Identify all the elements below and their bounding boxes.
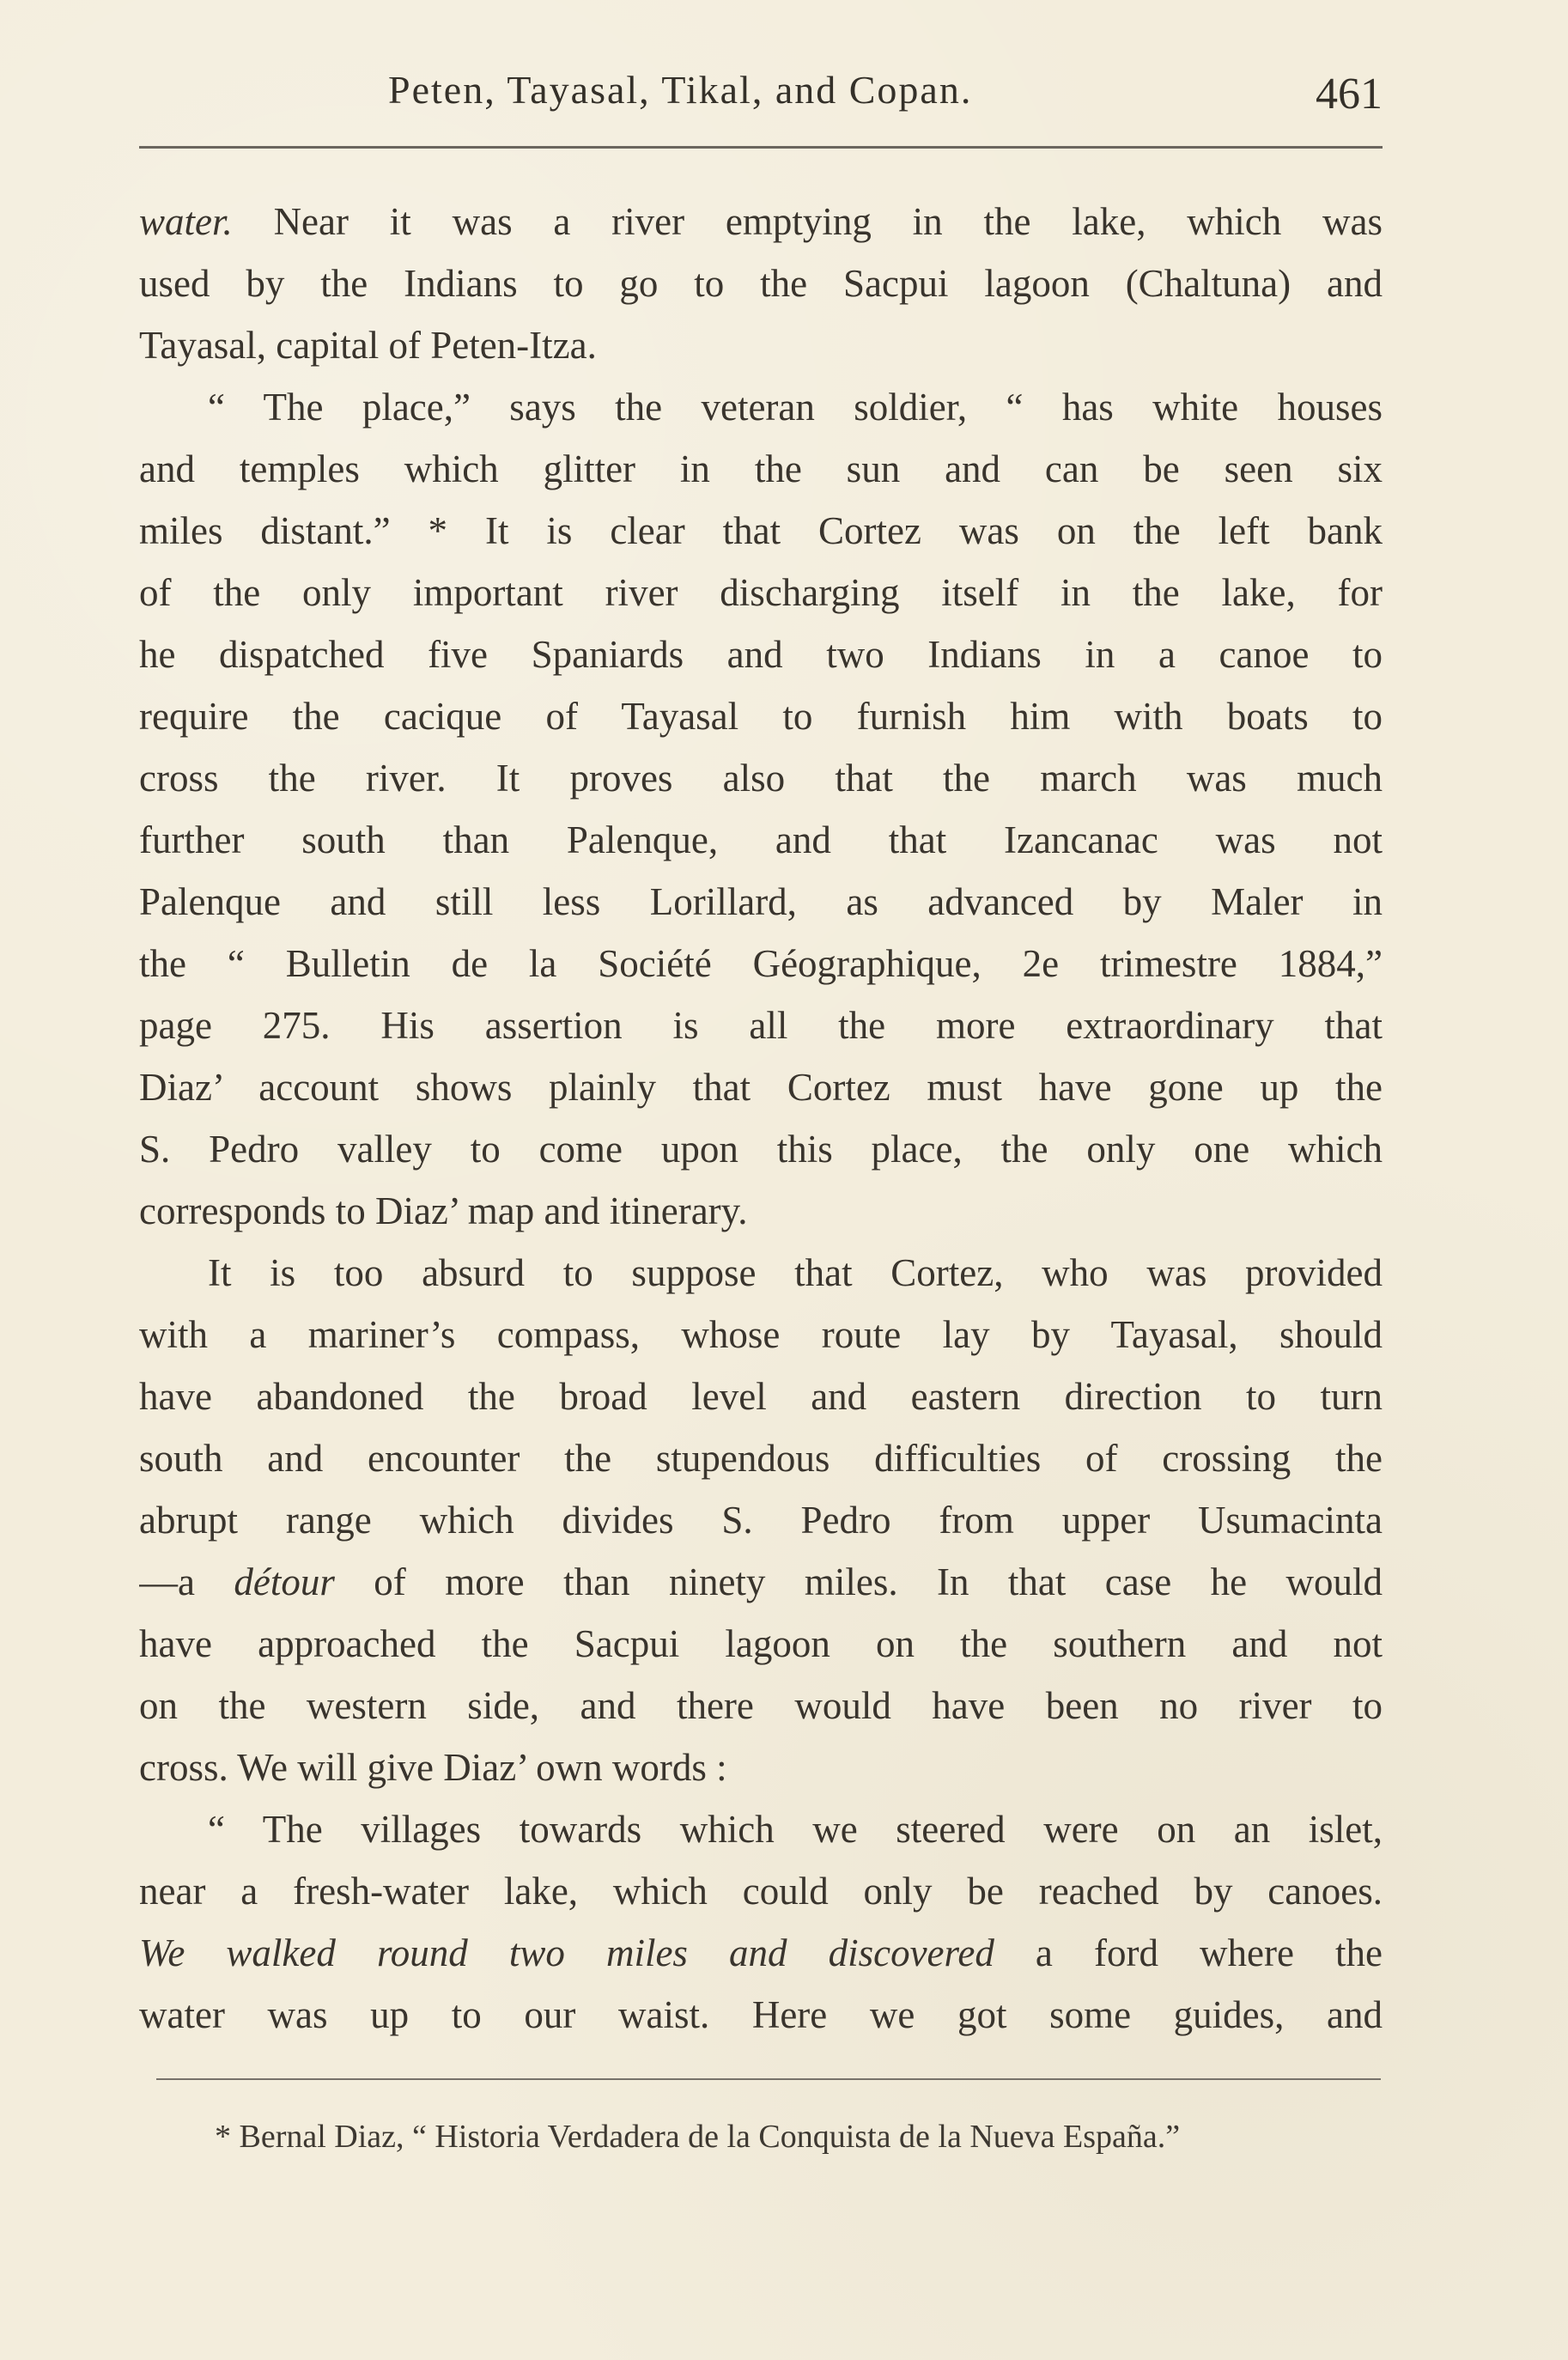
line-segment: cross the river. It proves also that the march was much bbox=[139, 757, 1383, 800]
body-line bbox=[139, 1118, 1383, 1180]
line-segment: Diaz’ account shows plainly that Cortez must have gone up the bbox=[139, 1066, 1383, 1109]
running-title: Peten, Tayasal, Tikal, and Copan. bbox=[388, 68, 973, 112]
body-line bbox=[139, 1366, 1383, 1427]
body-line bbox=[139, 1860, 1383, 1922]
body-line bbox=[139, 1489, 1383, 1551]
body-line bbox=[139, 809, 1383, 871]
line-segment: used by the Indians to go to the Sacpui lagoon (Chaltuna) and bbox=[139, 262, 1383, 305]
line-segment: We walked round two miles and discovered bbox=[139, 1931, 994, 1974]
body-line bbox=[139, 252, 1383, 314]
body-line bbox=[139, 1551, 1383, 1613]
line-segment: require the cacique of Tayasal to furnish him with boats to bbox=[139, 695, 1383, 738]
line-segment: have abandoned the broad level and eastern direction to turn bbox=[139, 1375, 1383, 1418]
line-segment: corresponds to Diaz’ map and itinerary. bbox=[139, 1189, 748, 1232]
body-line bbox=[139, 1984, 1383, 2046]
line-segment: further south than Palenque, and that Izancanac was not bbox=[139, 818, 1383, 861]
line-segment: abrupt range which divides S. Pedro from upper Usumacinta bbox=[139, 1499, 1383, 1542]
line-segment: Near it was a river emptying in the lake, which was bbox=[232, 200, 1383, 243]
line-segment: —a bbox=[139, 1560, 234, 1603]
line-segment: he dispatched five Spaniards and two Indians in a canoe to bbox=[139, 633, 1383, 676]
footnote: * Bernal Diaz, “ Historia Verdadera de la Conquista de la Nueva España.” bbox=[215, 2119, 1181, 2155]
line-segment: cross. We will give Diaz’ own words : bbox=[139, 1746, 727, 1789]
body-line bbox=[139, 1922, 1383, 1984]
body-line bbox=[139, 562, 1383, 623]
line-segment: of more than ninety miles. In that case he would bbox=[334, 1560, 1383, 1603]
body-line bbox=[139, 933, 1383, 994]
line-segment: on the western side, and there would have been no river to bbox=[139, 1684, 1383, 1727]
line-segment: Tayasal, capital of Peten-Itza. bbox=[139, 324, 597, 367]
body-line bbox=[139, 500, 1383, 562]
body-line bbox=[139, 1798, 1383, 1860]
body-line bbox=[139, 623, 1383, 685]
body-line bbox=[139, 1427, 1383, 1489]
header-rule bbox=[139, 146, 1383, 149]
body-line bbox=[139, 747, 1383, 809]
page-number: 461 bbox=[1316, 70, 1383, 119]
line-segment: of the only important river discharging itself in the lake, for bbox=[139, 571, 1383, 614]
line-segment: a ford where the bbox=[994, 1931, 1383, 1974]
line-segment: “ The place,” says the veteran soldier, “ has white houses bbox=[208, 386, 1383, 429]
line-segment: water was up to our waist. Here we got some guides, and bbox=[139, 1993, 1383, 2036]
body-line bbox=[139, 1242, 1383, 1304]
line-segment: Palenque and still less Lorillard, as advanced by Maler in bbox=[139, 880, 1383, 923]
body-line bbox=[139, 191, 1383, 252]
body-line bbox=[139, 994, 1383, 1056]
line-segment: the “ Bulletin de la Société Géographique, 2e trimestre 1884,” bbox=[139, 942, 1383, 985]
running-head bbox=[139, 62, 1383, 124]
body-line bbox=[139, 1180, 1383, 1242]
body-line bbox=[139, 685, 1383, 747]
body-line bbox=[139, 1737, 1383, 1798]
body-line bbox=[139, 871, 1383, 933]
body-line bbox=[139, 314, 1383, 376]
line-segment: with a mariner’s compass, whose route lay by Tayasal, should bbox=[139, 1313, 1383, 1356]
line-segment: miles distant.” * It is clear that Cortez was on the left bank bbox=[139, 509, 1383, 552]
body-line bbox=[139, 1304, 1383, 1366]
body-line bbox=[139, 1056, 1383, 1118]
line-segment: détour bbox=[234, 1560, 335, 1603]
body-line bbox=[139, 1675, 1383, 1737]
line-segment: page 275. His assertion is all the more extraordinary that bbox=[139, 1004, 1383, 1047]
body-line bbox=[139, 1613, 1383, 1675]
line-segment: have approached the Sacpui lagoon on the southern and not bbox=[139, 1622, 1383, 1665]
line-segment: water. bbox=[139, 200, 233, 243]
line-segment: S. Pedro valley to come upon this place, the only one which bbox=[139, 1128, 1383, 1171]
footnote-rule bbox=[156, 2078, 1381, 2080]
line-segment: south and encounter the stupendous difficulties of crossing the bbox=[139, 1437, 1383, 1480]
body-text bbox=[139, 191, 1383, 2046]
line-segment: It is too absurd to suppose that Cortez, who was provided bbox=[208, 1251, 1383, 1294]
line-segment: near a fresh-water lake, which could only be reached by canoes. bbox=[139, 1870, 1383, 1913]
line-segment: and temples which glitter in the sun and can be seen six bbox=[139, 447, 1383, 490]
line-segment: “ The villages towards which we steered were on an islet, bbox=[208, 1808, 1383, 1851]
body-line bbox=[139, 376, 1383, 438]
body-line bbox=[139, 438, 1383, 500]
